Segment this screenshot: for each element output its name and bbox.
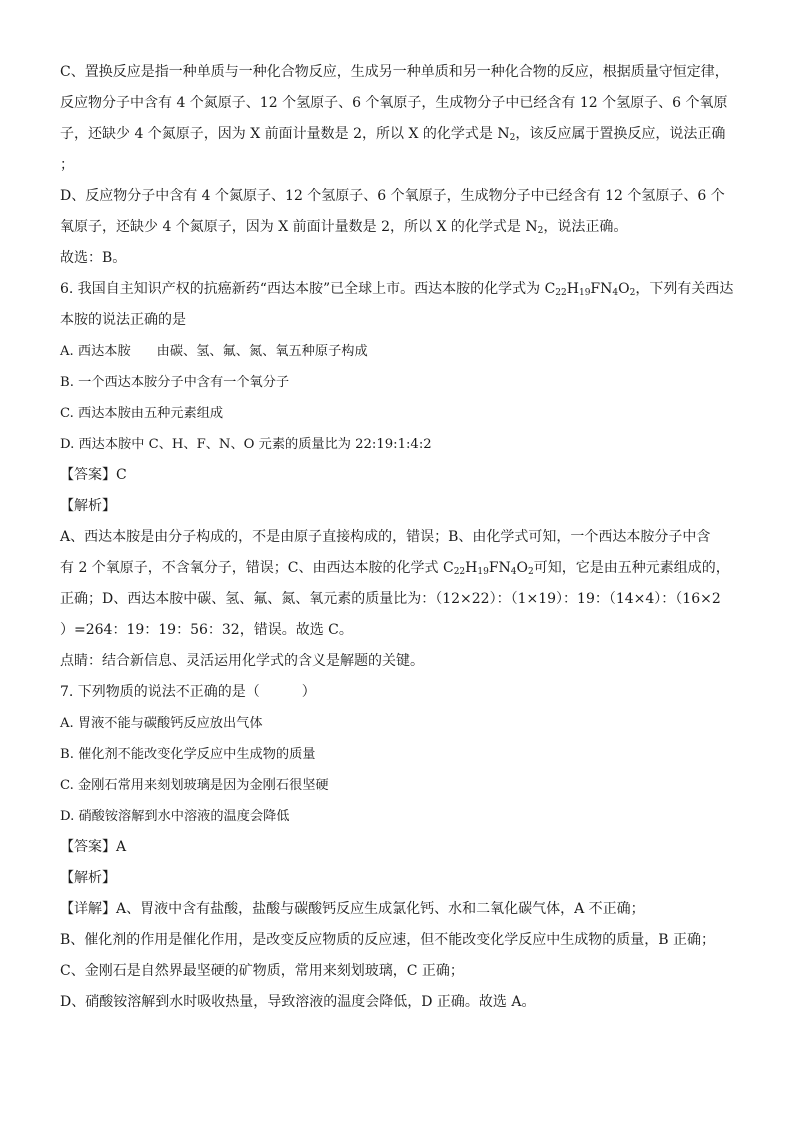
subscript: 22 bbox=[453, 567, 466, 577]
text-segment: 有 2 个氧原子，不含氧分子，错误；C、由西达本胺的化学式 C bbox=[60, 560, 454, 576]
q6-option-a bbox=[60, 341, 732, 362]
document-page bbox=[60, 62, 732, 1023]
subscript: 2 bbox=[509, 133, 516, 143]
subscript: 22 bbox=[555, 288, 567, 298]
c-option-analysis-line-2: 反应物分子中含有 4 个氮原子、12 个氢原子、6 个氧原子，生成物分子中已经含有 12 个氢原子、6 个氧原 bbox=[60, 95, 728, 111]
answer-value: C bbox=[116, 467, 127, 483]
q6-analysis-line-4: ）=264：19：19：56：32，错误。故选 C。 bbox=[60, 622, 353, 638]
q7-option-d: D. 硝酸铵溶解到水中溶液的温度会降低 bbox=[60, 809, 290, 824]
subscript: 2 bbox=[629, 288, 636, 298]
answer-value: A bbox=[116, 839, 127, 855]
q7-option-c: C. 金刚石常用来刻划玻璃是因为金刚石很坚硬 bbox=[60, 778, 329, 793]
c-option-analysis-line-3 bbox=[60, 124, 732, 145]
subscript: 2 bbox=[528, 567, 534, 577]
q6-analysis-tag: 【解析】 bbox=[60, 498, 116, 514]
q6-option-c: C. 西达本胺由五种元素组成 bbox=[60, 406, 224, 421]
q6-stem-line-1 bbox=[60, 279, 732, 300]
text-segment: 可知 bbox=[533, 560, 562, 576]
text-segment: FN bbox=[590, 281, 613, 297]
text-segment: ，它是由五种元素组成的， bbox=[561, 560, 730, 576]
q7-option-a: A. 胃液不能与碳酸钙反应放出气体 bbox=[60, 716, 263, 731]
previous-answer: 故选：B。 bbox=[60, 250, 127, 266]
d-option-analysis-line-1: D、反应物分子中含有 4 个氮原子、12 个氢原子、6 个氧原子，生成物分子中已经含有 12 个氢原子、6 个 bbox=[60, 188, 725, 204]
text-segment: 氧原子，还缺少 4 个氮原子，因为 X 前面计量数是 2，所以 X 的化学式是 N bbox=[60, 219, 538, 235]
text-segment: ，下列有关西达 bbox=[635, 281, 734, 297]
d-option-analysis-line-2 bbox=[60, 217, 732, 238]
option-a-text: 由碳、氢、氟、氮、氧五种原子构成 bbox=[156, 344, 368, 359]
text-segment: 6. 我国自主知识产权的抗癌新药“西达本胺”已全球上市。西达本胺的化学式为 C bbox=[60, 281, 556, 297]
q6-option-b: B. 一个西达本胺分子中含有一个氧分子 bbox=[60, 375, 290, 390]
q6-analysis-line-2 bbox=[60, 558, 732, 579]
q7-d-line: D、硝酸铵溶解到水时吸收热量，导致溶液的温度会降低，D 正确。故选 A。 bbox=[60, 994, 536, 1010]
text-segment: O bbox=[516, 560, 528, 576]
q6-comment: 点睛：结合新信息、灵活运用化学式的含义是解题的关键。 bbox=[60, 653, 424, 669]
text-segment: H bbox=[566, 281, 579, 297]
subscript: 2 bbox=[537, 226, 544, 236]
q7-answer bbox=[60, 837, 732, 858]
q6-stem-line-2: 本胺的说法正确的是 bbox=[60, 312, 186, 328]
subscript: 4 bbox=[510, 567, 517, 577]
text-segment: H bbox=[465, 560, 478, 576]
text-segment: FN bbox=[488, 560, 511, 576]
q7-analysis-tag: 【解析】 bbox=[60, 870, 116, 886]
text-segment: O bbox=[618, 281, 630, 297]
subscript: 19 bbox=[578, 288, 591, 298]
subscript: 4 bbox=[612, 288, 619, 298]
q7-option-b: B. 催化剂不能改变化学反应中生成物的质量 bbox=[60, 747, 316, 762]
answer-tag: 【答案】 bbox=[60, 467, 116, 483]
option-a-label: A. 西达本胺 bbox=[60, 344, 131, 359]
q6-answer bbox=[60, 465, 732, 486]
text-segment: 子，还缺少 4 个氮原子，因为 X 前面计量数是 2，所以 X 的化学式是 N bbox=[60, 126, 510, 142]
q6-option-d: D. 西达本胺中 C、H、F、N、O 元素的质量比为 22:19:1:4:2 bbox=[60, 437, 432, 452]
answer-tag: 【答案】 bbox=[60, 839, 116, 855]
text-segment: ，说法正确。 bbox=[543, 219, 628, 235]
q7-stem: 7. 下列物质的说法不正确的是（ ） bbox=[60, 684, 316, 700]
c-option-analysis-line-4: ； bbox=[60, 157, 74, 173]
text-segment: ，该反应属于置换反应，说法正确 bbox=[515, 126, 726, 142]
q7-b-line: B、催化剂的作用是催化作用，是改变反应物质的反应速，但不能改变化学反应中生成物的质量，B 正确； bbox=[60, 932, 716, 948]
subscript: 19 bbox=[477, 567, 489, 577]
q6-analysis-line-3: 正确；D、西达本胺中碳、氢、氟、氮、氧元素的质量比为：（12×22）：（1×19）：19：（14×4）：（16×2 bbox=[60, 591, 721, 607]
c-option-analysis-line-1: C、置换反应是指一种单质与一种化合物反应，生成另一种单质和另一种化合物的反应，根据质量守恒定律， bbox=[60, 64, 729, 80]
q6-analysis-line-1: A、西达本胺是由分子构成的，不是由原子直接构成的，错误；B、由化学式可知，一个西达本胺分子中含 bbox=[60, 529, 711, 545]
q7-detail-line: 【详解】A、胃液中含有盐酸，盐酸与碳酸钙反应生成氯化钙、水和二氧化碳气体，A 不正确； bbox=[60, 901, 645, 917]
q7-c-line: C、金刚石是自然界最坚硬的矿物质，常用来刻划玻璃，C 正确； bbox=[60, 963, 464, 979]
